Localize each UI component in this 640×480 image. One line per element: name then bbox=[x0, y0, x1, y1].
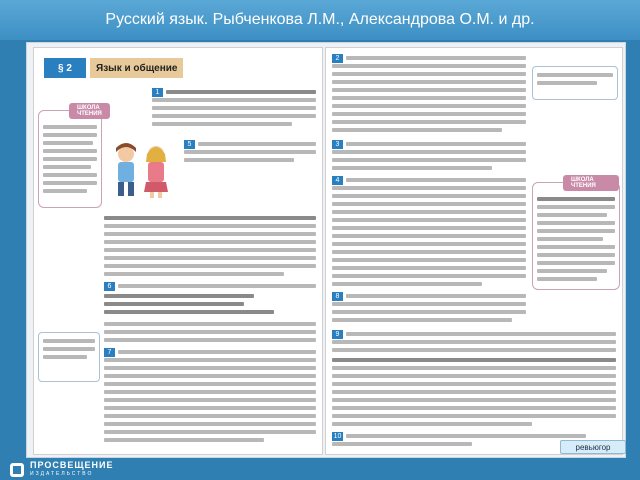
left-page bbox=[33, 47, 323, 455]
text-line bbox=[332, 120, 526, 124]
text-line bbox=[104, 414, 316, 418]
text-line bbox=[104, 366, 316, 370]
text-line bbox=[43, 347, 95, 351]
text-line bbox=[152, 106, 316, 110]
text-line bbox=[332, 242, 526, 246]
publisher-name: ПРОСВЕЩЕНИЕ bbox=[30, 460, 114, 470]
text-line bbox=[104, 264, 316, 268]
page-title: Русский язык. Рыбченкова Л.М., Александрова О.М. и др. bbox=[105, 11, 535, 28]
exercise-number-badge: 6 bbox=[104, 282, 115, 291]
page-number: 6 bbox=[38, 436, 44, 446]
text-line bbox=[104, 216, 316, 220]
text-line bbox=[104, 322, 316, 326]
text-line bbox=[43, 181, 97, 185]
text-line bbox=[104, 438, 264, 442]
reviewer-button[interactable]: ревьюгор bbox=[560, 440, 626, 454]
text-line bbox=[332, 358, 616, 362]
exercise-number-badge: 2 bbox=[332, 54, 343, 63]
text-line bbox=[332, 112, 526, 116]
text-line bbox=[104, 302, 244, 306]
text-line bbox=[332, 226, 526, 230]
text-line bbox=[43, 149, 97, 153]
text-line bbox=[104, 374, 316, 378]
section-badge: § 2 bbox=[44, 58, 86, 78]
text-line bbox=[346, 56, 526, 60]
text-line bbox=[152, 98, 316, 102]
text-line bbox=[104, 398, 316, 402]
text-line bbox=[332, 258, 526, 262]
text-line bbox=[332, 274, 526, 278]
side-note bbox=[532, 66, 618, 100]
text-line bbox=[332, 266, 526, 270]
text-line bbox=[332, 406, 616, 410]
text-line bbox=[104, 256, 316, 260]
text-line bbox=[332, 104, 526, 108]
text-line bbox=[104, 358, 316, 362]
text-line bbox=[332, 210, 526, 214]
text-line bbox=[332, 194, 526, 198]
text-line bbox=[43, 189, 87, 193]
text-line bbox=[332, 390, 616, 394]
title-bar bbox=[0, 0, 640, 40]
text-line bbox=[43, 141, 93, 145]
section-title: Язык и общение bbox=[90, 58, 183, 78]
text-line bbox=[332, 202, 526, 206]
text-line bbox=[332, 398, 616, 402]
text-line bbox=[104, 232, 316, 236]
text-line bbox=[537, 269, 607, 273]
text-line bbox=[104, 330, 316, 334]
exercise-number-badge: 7 bbox=[104, 348, 115, 357]
text-line bbox=[332, 64, 526, 68]
exercise-number-badge: 5 bbox=[184, 140, 195, 149]
text-line bbox=[332, 302, 526, 306]
text-line bbox=[104, 240, 316, 244]
text-line bbox=[332, 218, 526, 222]
text-line bbox=[346, 332, 616, 336]
children-illustration bbox=[106, 140, 178, 200]
text-line bbox=[104, 272, 284, 276]
text-line bbox=[43, 173, 97, 177]
text-line bbox=[43, 133, 97, 137]
text-line bbox=[184, 158, 294, 162]
text-line bbox=[332, 318, 512, 322]
text-line bbox=[43, 355, 87, 359]
text-line bbox=[104, 382, 316, 386]
text-line bbox=[332, 310, 526, 314]
text-line bbox=[332, 366, 616, 370]
text-line bbox=[104, 406, 316, 410]
text-line bbox=[104, 294, 254, 298]
exercise-number-badge: 10 bbox=[333, 433, 342, 440]
exercise-number-badge: 8 bbox=[332, 292, 343, 301]
text-line bbox=[332, 72, 526, 76]
text-line bbox=[537, 205, 615, 209]
exercise-number-badge: 1 bbox=[152, 88, 163, 97]
text-line bbox=[537, 81, 597, 85]
text-line bbox=[332, 88, 526, 92]
right-page bbox=[325, 47, 623, 455]
text-line bbox=[118, 284, 316, 288]
text-line bbox=[104, 422, 316, 426]
text-line bbox=[346, 142, 526, 146]
text-line bbox=[332, 282, 482, 286]
text-line bbox=[332, 96, 526, 100]
text-line bbox=[537, 221, 615, 225]
text-line bbox=[332, 414, 616, 418]
exercise-number-badge: 3 bbox=[332, 140, 343, 149]
text-line bbox=[43, 165, 91, 169]
text-line bbox=[332, 348, 616, 352]
text-line bbox=[43, 157, 97, 161]
publisher-logo-icon bbox=[10, 463, 24, 477]
reading-school-card bbox=[38, 105, 102, 208]
text-line bbox=[537, 237, 603, 241]
reading-school-tag: ШКОЛА ЧТЕНИЯ bbox=[69, 103, 110, 119]
text-line bbox=[118, 350, 316, 354]
text-line bbox=[537, 277, 597, 281]
text-line bbox=[332, 128, 502, 132]
textbook-spread bbox=[26, 42, 626, 458]
text-line bbox=[166, 90, 316, 94]
text-line bbox=[104, 390, 316, 394]
exercise-number-badge: 9 bbox=[332, 330, 343, 339]
text-line bbox=[184, 150, 316, 154]
text-line bbox=[346, 434, 586, 438]
text-line bbox=[104, 310, 274, 314]
text-line bbox=[104, 430, 316, 434]
text-line bbox=[332, 250, 526, 254]
footer bbox=[0, 460, 640, 480]
text-line bbox=[537, 213, 607, 217]
text-line bbox=[332, 422, 532, 426]
text-line bbox=[152, 122, 292, 126]
text-line bbox=[332, 382, 616, 386]
text-line bbox=[332, 374, 616, 378]
text-line bbox=[104, 248, 316, 252]
text-line bbox=[537, 197, 615, 201]
text-line bbox=[346, 178, 526, 182]
text-line bbox=[43, 339, 95, 343]
text-line bbox=[198, 142, 316, 146]
text-line bbox=[104, 224, 316, 228]
side-note bbox=[38, 332, 100, 382]
exercise-number-badge: 4 bbox=[332, 176, 343, 185]
text-line bbox=[346, 294, 526, 298]
text-line bbox=[332, 234, 526, 238]
text-line bbox=[537, 229, 615, 233]
text-line bbox=[152, 114, 316, 118]
text-line bbox=[537, 261, 615, 265]
text-line bbox=[537, 73, 613, 77]
text-line bbox=[332, 150, 526, 154]
text-line bbox=[104, 338, 316, 342]
publisher-sub: ИЗДАТЕЛЬСТВО bbox=[30, 471, 94, 477]
reading-school-tag: ШКОЛА ЧТЕНИЯ bbox=[563, 175, 619, 191]
text-line bbox=[537, 253, 615, 257]
text-line bbox=[332, 442, 472, 446]
text-line bbox=[332, 166, 492, 170]
text-line bbox=[332, 340, 616, 344]
publisher-logo bbox=[10, 461, 114, 479]
text-line bbox=[332, 186, 526, 190]
text-line bbox=[332, 158, 526, 162]
text-line bbox=[43, 125, 97, 129]
text-line bbox=[332, 80, 526, 84]
text-line bbox=[537, 245, 615, 249]
reading-school-card bbox=[532, 177, 620, 290]
